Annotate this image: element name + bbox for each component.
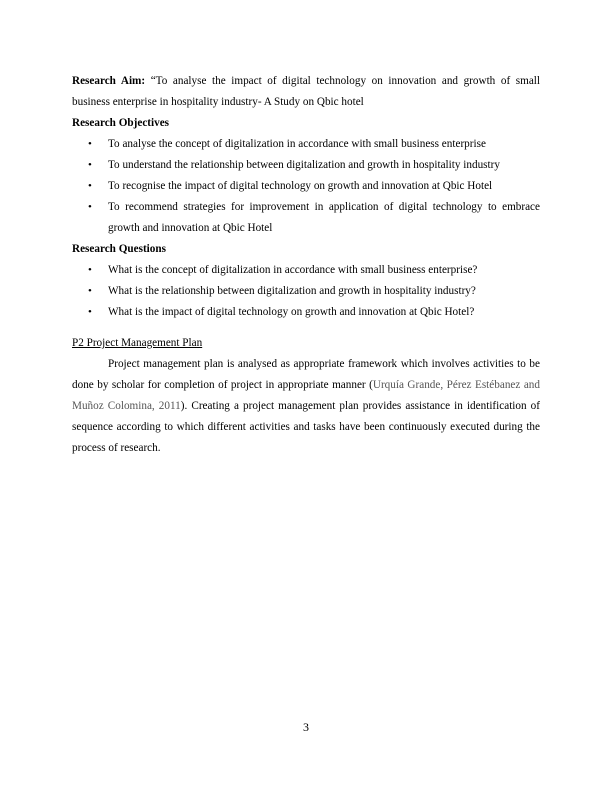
research-questions-list (72, 260, 540, 323)
research-objectives-heading: Research Objectives (72, 117, 170, 129)
page-number: 3 (303, 720, 309, 734)
project-plan-heading: P2 Project Management Plan (72, 337, 203, 349)
plan-text-before: Project management plan is analysed as appropriate framework which involves activities to be done by scholar for completion of project in appropriate manner ( (72, 358, 540, 391)
document-body (72, 71, 540, 459)
research-aim-text: “To analyse the impact of digital technology on innovation and growth of small business enterprise in hospitality industry- A Study on Qbic hotel (72, 75, 540, 108)
research-questions-heading: Research Questions (72, 243, 166, 255)
list-item: • To analyse the concept of digitalization in accordance with small business enterprise (72, 134, 540, 155)
list-item: • To understand the relationship between digitalization and growth in hospitality industry (72, 155, 540, 176)
list-item: • What is the impact of digital technology on growth and innovation at Qbic Hotel? (72, 302, 540, 323)
citation: Urquía Grande, Pérez Estébanez and Muñoz Colomina, 2011 (72, 379, 540, 412)
list-item: • What is the concept of digitalization in accordance with small business enterprise? (72, 260, 540, 281)
plan-text-after: ). Creating a project management plan provides assistance in identification of sequence according to which different activities and tasks have been continuously executed during the process of research. (72, 400, 541, 454)
research-aim (72, 71, 540, 113)
list-item: • To recommend strategies for improvement in application of digital technology to embrace growth and innovation at Qbic Hotel (72, 197, 540, 239)
research-aim-label: Research Aim: (72, 75, 146, 87)
list-item: • What is the relationship between digitalization and growth in hospitality industry? (72, 281, 540, 302)
list-item: • To recognise the impact of digital technology on growth and innovation at Qbic Hotel (72, 176, 540, 197)
project-plan-paragraph (72, 354, 540, 459)
research-objectives-list (72, 134, 540, 239)
